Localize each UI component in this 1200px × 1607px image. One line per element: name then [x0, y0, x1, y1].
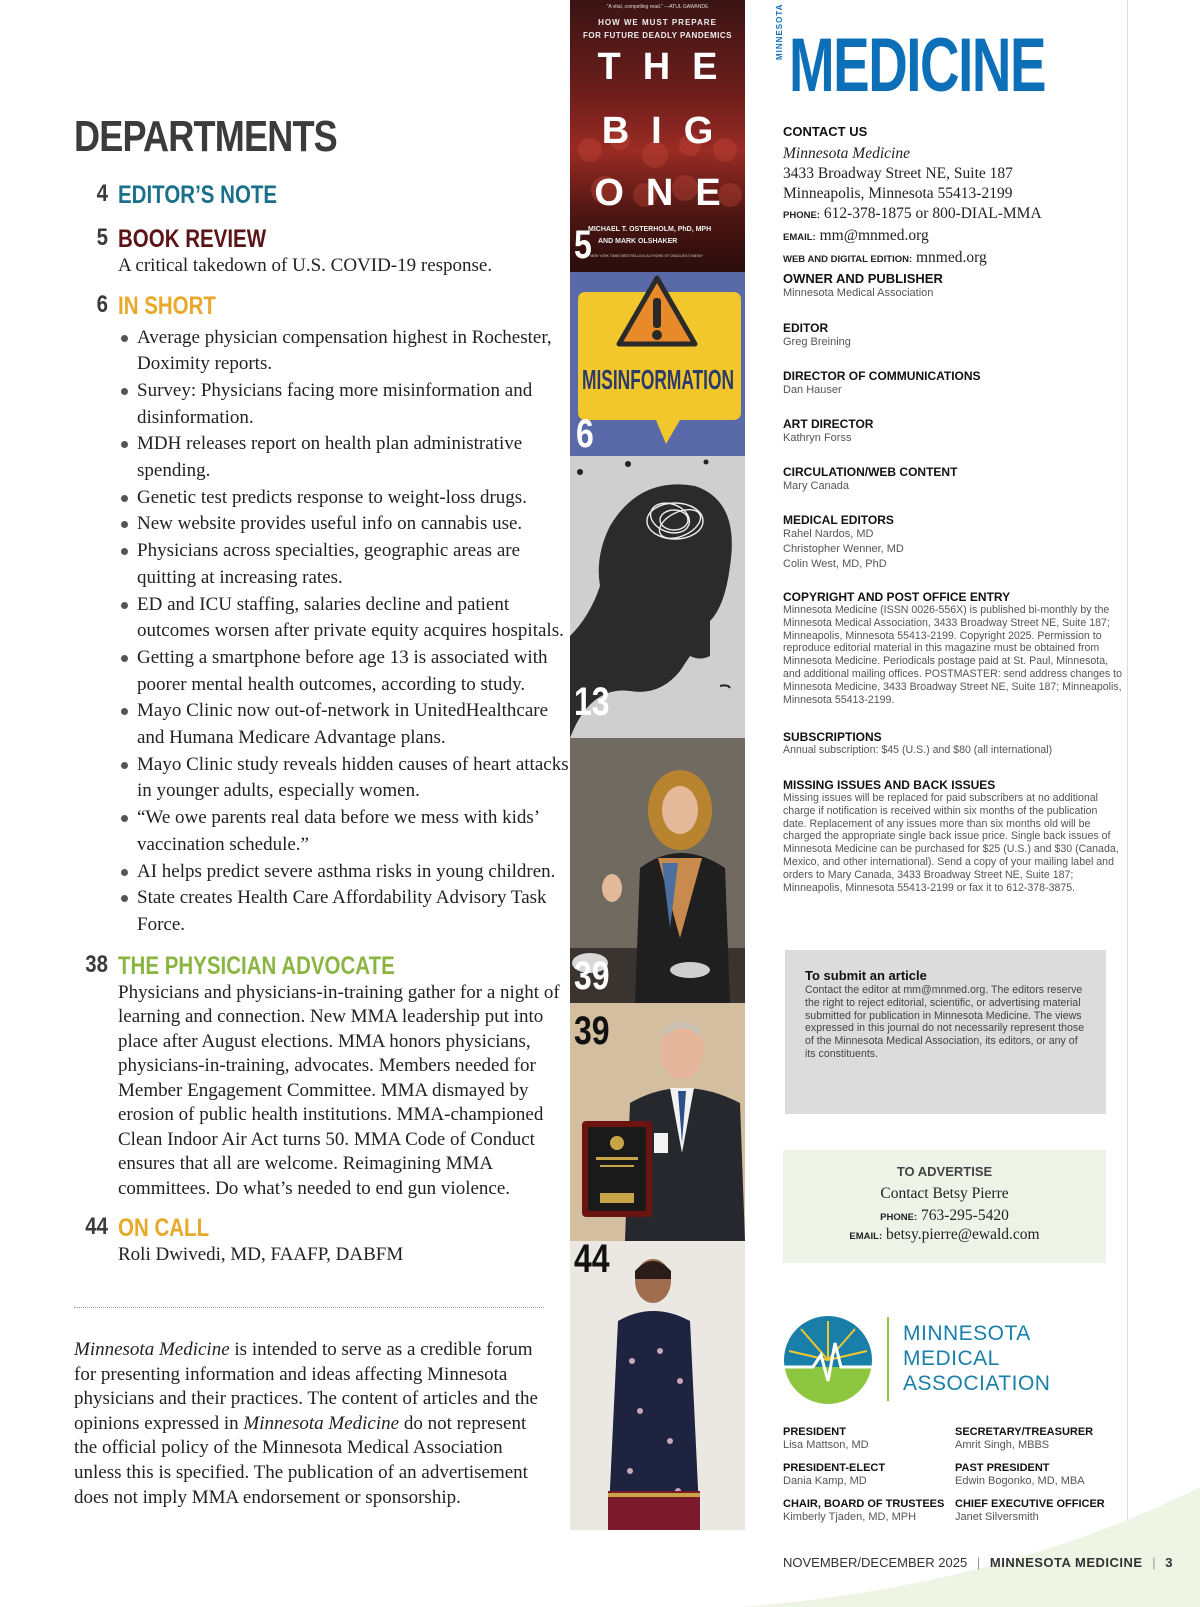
page-number: 38	[85, 950, 108, 978]
officer-title: SECRETARY/TREASURER	[955, 1426, 1094, 1438]
web-link[interactable]: mnmed.org	[916, 249, 987, 266]
email-link[interactable]: mm@mnmed.org	[819, 227, 929, 244]
staff-name: Dan Hauser	[783, 384, 842, 396]
missing-issues-block	[783, 778, 1123, 894]
contact-phone	[783, 204, 1123, 226]
contact-web	[783, 248, 1123, 270]
officer-title: PAST PRESIDENT	[955, 1462, 1050, 1474]
missing-text: Missing issues will be replaced for paid subscribers at no additional charge if notification is received within six months of the publication date. Replacement of any issues more than six months old will be charged the appropriate single back issue price. Single back issues of Minnesota Medicine can be purchased for $25 (U.S.) and $30 (Canada, Mexico, and other international). Send a copy of your mailing label and orders to Mary Canada, 3433 Broadway Street NE, Suite 187; Minneapolis, Minnesota 55413-2199 or fax it to 612-378-3875.	[783, 792, 1119, 894]
staff-label: DIRECTOR OF COMMUNICATIONS	[783, 369, 981, 383]
staff-editor	[783, 321, 1123, 350]
publication-name: Minnesota Medicine	[74, 1339, 230, 1360]
staff-name: Kathryn Forss	[783, 432, 852, 444]
staff-owner	[783, 271, 1123, 301]
officer	[783, 1426, 869, 1453]
staff-art-director	[783, 417, 1123, 446]
misinformation-thumbnail[interactable]	[570, 272, 745, 456]
entry-in-short[interactable]	[74, 291, 574, 939]
phone-value[interactable]: 612-378-1875 or 800-DIAL-MMA	[823, 205, 1042, 222]
page-number-badge: 5	[574, 223, 592, 267]
contact-address: 3433 Broadway Street NE, Suite 187	[783, 165, 1013, 182]
section-heading: IN SHORT	[118, 291, 216, 320]
footer-publication: MINNESOTA MEDICINE	[989, 1555, 1143, 1570]
email-link[interactable]: betsy.pierre@ewald.com	[886, 1226, 1040, 1243]
footer-issue: NOVEMBER/DECEMBER 2025	[783, 1555, 968, 1570]
page-number-badge: 13	[574, 680, 610, 724]
contact-label: CONTACT US	[783, 124, 868, 139]
book-foot: NEW YORK TIMES BESTSELLING AUTHORS OF DEADLIEST ENEMY	[590, 254, 703, 258]
subscriptions-label: SUBSCRIPTIONS	[783, 730, 882, 744]
thumbnail-strip	[570, 0, 745, 1530]
officer-name: Kimberly Tjaden, MD, MPH	[783, 1511, 917, 1523]
page-number-badge: 6	[576, 412, 594, 456]
list-item: Mayo Clinic now out-of-network in UnitedHealthcare and Humana Medicare Advantage plans.	[118, 698, 574, 751]
copyright-text: Minnesota Medicine (ISSN 0026-556X) is published bi-monthly by the Minnesota Medical Association, 3433 Broadway Street NE, Suite 187; Minneapolis, Minnesota 55413-2199. Copyright 2025. Permission to reproduce editorial material in this magazine must be obtained from Minnesota Medicine. Periodicals postage paid at St. Paul, Minnesota, and additional mailing offices. POSTMASTER: send address changes to Minnesota Medicine, 3433 Broadway Street NE, Suite 187; Minneapolis, Minnesota 55413-2199.	[783, 604, 1122, 706]
contact-email	[783, 226, 1123, 248]
mental-health-thumbnail[interactable]	[570, 456, 745, 738]
officer-name: Amrit Singh, MBBS	[955, 1439, 1050, 1451]
departments-title: DEPARTMENTS	[74, 112, 337, 161]
page-footer: NOVEMBER/DECEMBER 2025 | MINNESOTA MEDICINE | 3	[783, 1555, 1173, 1570]
list-item: Survey: Physicians facing more misinformation and disinformation.	[118, 378, 574, 431]
logo-line: ASSOCIATION	[903, 1372, 1051, 1395]
in-short-list	[118, 325, 574, 939]
subscriptions-text: Annual subscription: $45 (U.S.) and $80 (all international)	[783, 744, 1053, 756]
list-item: State creates Health Care Affordability Advisory Task Force.	[118, 885, 574, 938]
list-item: Mayo Clinic study reveals hidden causes of heart attacks in younger adults, especially women.	[118, 752, 574, 805]
staff-name: Mary Canada	[783, 480, 850, 492]
entry-book-review[interactable]	[74, 224, 574, 279]
staff-name: Christopher Wenner, MD	[783, 543, 904, 555]
list-item: Getting a smartphone before age 13 is associated with poorer mental health outcomes, according to study.	[118, 645, 574, 698]
list-item: Genetic test predicts response to weight-loss drugs.	[118, 485, 574, 512]
speaker-photo-thumbnail[interactable]	[570, 738, 745, 1003]
section-heading: BOOK REVIEW	[118, 225, 267, 253]
list-item: “We owe parents real data before we mess with kids’ vaccination schedule.”	[118, 805, 574, 858]
list-item: New website provides useful info on cannabis use.	[118, 511, 574, 538]
list-item: AI helps predict severe asthma risks in young children.	[118, 859, 574, 886]
advertise-phone	[783, 1207, 1106, 1225]
decorative-swoosh	[740, 1467, 1200, 1607]
mma-logo[interactable]	[783, 1315, 1051, 1400]
officer-name: Lisa Mattson, MD	[783, 1439, 869, 1451]
portrait-photo	[570, 1241, 745, 1530]
list-item: Average physician compensation highest in Rochester, Doximity reports.	[118, 325, 574, 378]
mission-text: do not represent the official policy of the Minnesota Medical Association unless this is specified. The publication of an advertisement does not imply MMA endorsement or sponsorship.	[74, 1412, 528, 1508]
section-description: Roli Dwivedi, MD, FAAFP, DABFM	[118, 1244, 404, 1266]
staff-medical-editors	[783, 513, 1123, 572]
missing-label: MISSING ISSUES AND BACK ISSUES	[783, 778, 996, 792]
book-title-line: ONE	[594, 172, 743, 214]
advertise-title: TO ADVERTISE	[896, 1164, 993, 1179]
officer-title: PRESIDENT-ELECT	[783, 1462, 886, 1474]
officer-name: Dania Kamp, MD	[783, 1475, 867, 1487]
phone-label: PHONE:	[783, 210, 820, 221]
staff-director-communications	[783, 369, 1123, 398]
page-number: 44	[85, 1213, 108, 1241]
book-title-line: THE	[597, 46, 740, 88]
submit-title: To submit an article	[805, 968, 927, 983]
copyright-block	[783, 590, 1123, 706]
page-number: 4	[96, 180, 108, 207]
staff-circulation	[783, 465, 1123, 494]
logo-divider	[887, 1317, 889, 1401]
officer-title: PRESIDENT	[783, 1426, 846, 1438]
officer-title: CHIEF EXECUTIVE OFFICER	[955, 1498, 1105, 1510]
logo-text	[903, 1321, 1050, 1396]
phone-value[interactable]: 763-295-5420	[921, 1207, 1009, 1224]
page-number: 5	[96, 224, 108, 251]
award-photo-thumbnail[interactable]	[570, 1003, 745, 1241]
section-heading: ON CALL	[118, 1214, 210, 1243]
subscriptions-block	[783, 730, 1123, 757]
book-author: AND MARK OLSHAKER	[598, 238, 678, 245]
staff-name: Greg Breining	[783, 336, 851, 348]
logo-line: MEDICAL	[903, 1347, 1000, 1370]
page-number-badge: 44	[574, 1241, 610, 1281]
departments-section	[74, 112, 574, 1280]
section-description: A critical takedown of U.S. COVID-19 response.	[118, 255, 493, 276]
section-heading: THE PHYSICIAN ADVOCATE	[118, 951, 395, 980]
copyright-label: COPYRIGHT AND POST OFFICE ENTRY	[783, 590, 1011, 604]
section-description: Physicians and physicians-in-training gather for a night of learning and connection. New MMA leadership put into place after August elections. MMA honors physicians, physicians-in-training, advocates. Members needed for Member Engagement Committee. MMA dismayed by erosion of public health institutions. MMA-championed Clean Indoor Air Act turns 50. MMA Code of Conduct ensures that all are welcome. Reimagining MMA committees. Do what’s needed to end gun violence.	[118, 981, 560, 1199]
book-author: MICHAEL T. OSTERHOLM, PhD, MPH	[588, 226, 712, 233]
staff-name: Colin West, MD, PhD	[783, 558, 887, 570]
officer-name: Janet Silversmith	[955, 1511, 1039, 1523]
contact-block	[783, 122, 1123, 270]
staff-label: MEDICAL EDITORS	[783, 513, 894, 527]
book-blurb: “A vital, compelling read.” —ATUL GAWANDE	[606, 4, 709, 10]
submit-text: Contact the editor at mm@mnmed.org. The editors reserve the right to reject editorial, scientific, or advertising material submitted for publication in Minnesota Medicine. The views expressed in this journal do not necessarily represent those of the Minnesota Medical Association, its editors, or any of its constituents.	[805, 984, 1085, 1060]
staff-label: OWNER AND PUBLISHER	[783, 271, 943, 286]
page-number-badge: 39	[574, 1009, 610, 1053]
entry-on-call[interactable]	[74, 1213, 574, 1268]
staff-name: Rahel Nardos, MD	[783, 528, 874, 540]
phone-label: PHONE:	[880, 1212, 918, 1223]
masthead-small: MINNESOTA	[775, 3, 784, 60]
book-cover-thumbnail[interactable]	[570, 0, 745, 272]
page-number-badge: 39	[574, 954, 610, 998]
list-item: Physicians across specialties, geographic areas are quitting at increasing rates.	[118, 538, 574, 591]
staff-name: Minnesota Medical Association	[783, 287, 934, 299]
book-title-line: BIG	[601, 110, 736, 152]
on-call-photo-thumbnail[interactable]	[570, 1241, 745, 1530]
sun-emblem-icon	[783, 1315, 875, 1407]
masthead-title: MEDICINE	[789, 23, 1046, 108]
officer-title: CHAIR, BOARD OF TRUSTEES	[783, 1498, 945, 1510]
book-tagline: FOR FUTURE DEADLY PANDEMICS	[583, 31, 732, 40]
web-label: WEB AND DIGITAL EDITION:	[783, 254, 913, 265]
officer-name: Edwin Bogonko, MD, MBA	[955, 1475, 1085, 1487]
contact-address: Minneapolis, Minnesota 55413-2199	[783, 185, 1013, 202]
column-rule	[1127, 0, 1128, 1545]
logo-line: MINNESOTA	[903, 1322, 1031, 1345]
advertise-email	[783, 1226, 1106, 1244]
publication-name: Minnesota Medicine	[243, 1412, 400, 1434]
officer	[955, 1426, 1093, 1453]
divider	[74, 1307, 544, 1308]
mission-text: is intended to serve as a credible forum for presenting information and ideas affecting Minnesota physicians and their practices. The content of articles and the opinions expressed in	[74, 1339, 538, 1434]
list-item: MDH releases report on health plan administrative spending.	[118, 431, 574, 484]
advertise-contact: Contact Betsy Pierre	[880, 1185, 1009, 1202]
mission-statement	[74, 1338, 544, 1510]
submit-article-box	[785, 950, 1106, 1114]
advertise-box	[783, 1150, 1106, 1263]
email-label: EMAIL:	[849, 1231, 883, 1242]
footer-page-number: 3	[1165, 1555, 1173, 1570]
staff-label: ART DIRECTOR	[783, 417, 874, 431]
page-number: 6	[96, 290, 108, 318]
book-tagline: HOW WE MUST PREPARE	[598, 18, 717, 27]
entry-editors-note[interactable]	[74, 180, 574, 210]
section-heading: EDITOR’S NOTE	[118, 181, 278, 209]
email-label: EMAIL:	[783, 232, 816, 243]
staff-label: EDITOR	[783, 321, 829, 335]
staff-label: CIRCULATION/WEB CONTENT	[783, 465, 958, 479]
entry-physician-advocate[interactable]	[74, 951, 574, 1202]
list-item: ED and ICU staffing, salaries decline and patient outcomes worsen after private equity acquires hospitals.	[118, 592, 574, 645]
contact-name: Minnesota Medicine	[783, 145, 910, 162]
misinformation-label: MISINFORMATION	[582, 364, 735, 395]
